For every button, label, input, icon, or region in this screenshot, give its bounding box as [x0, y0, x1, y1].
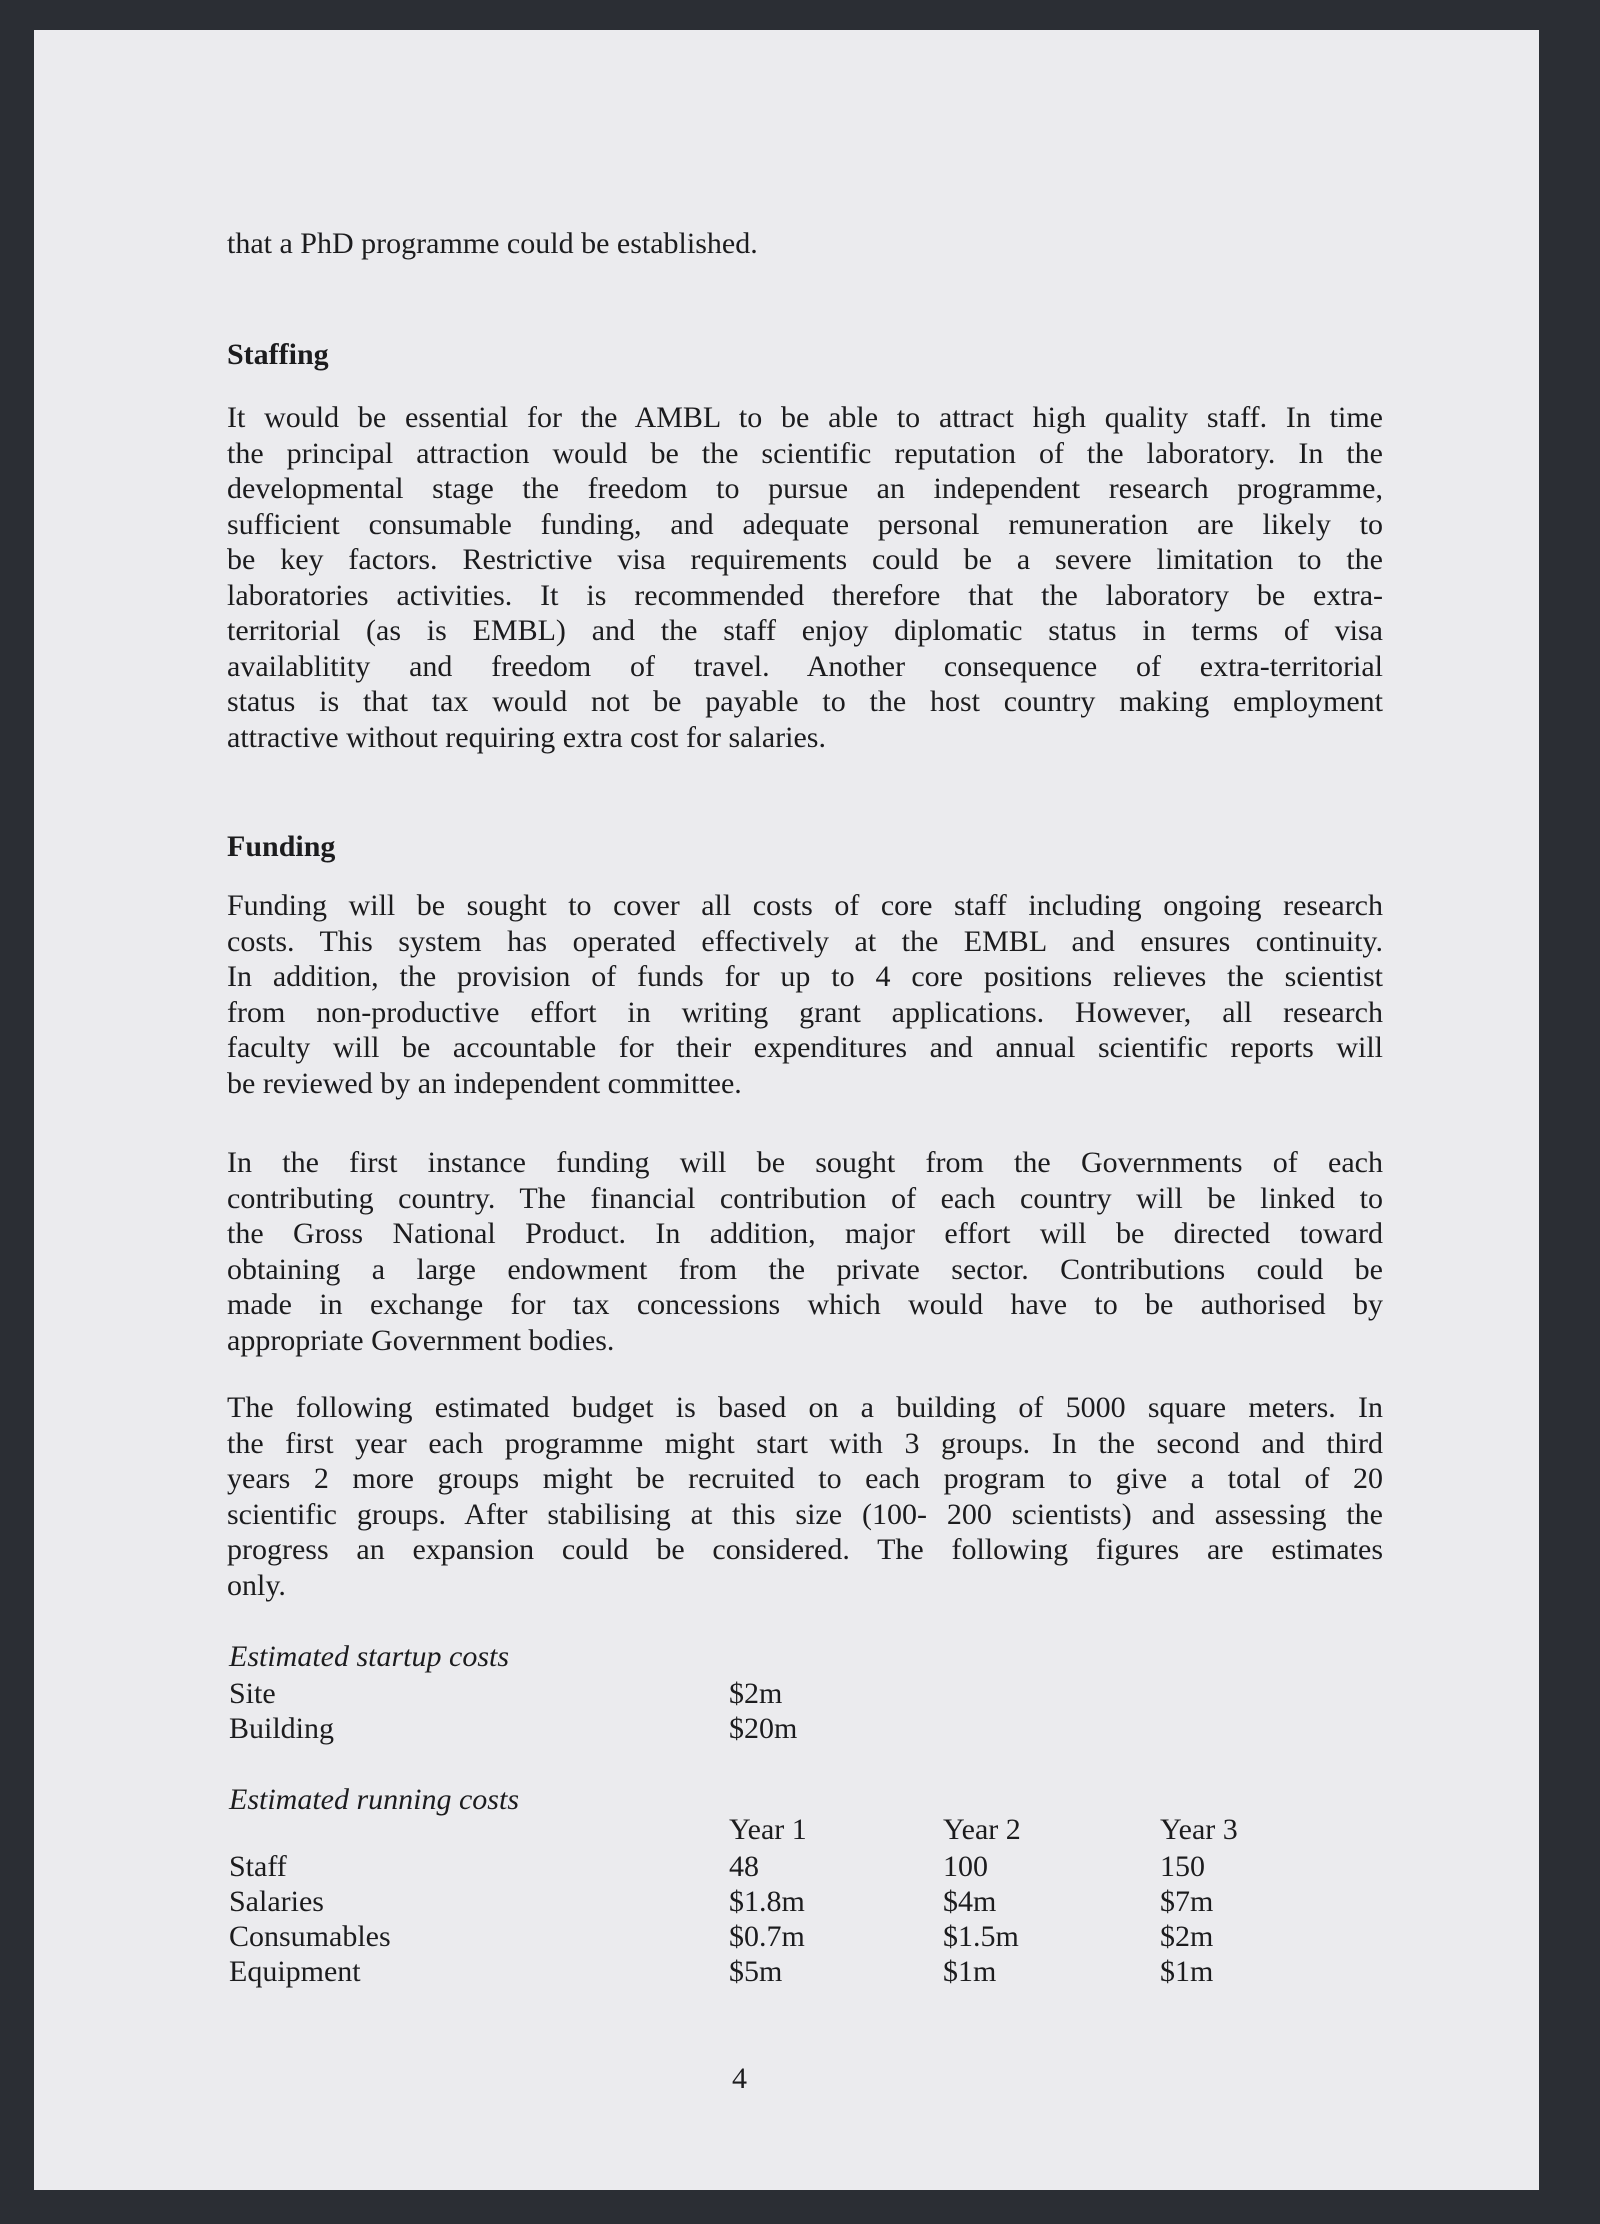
- column-header: Year 3: [1160, 1813, 1238, 1846]
- row-value: 100: [943, 1850, 988, 1883]
- row-value: $5m: [729, 1955, 783, 1988]
- text-line: scientific groups. After stabilising at this size (100- 200 scientists) and assessing the: [227, 1497, 1383, 1531]
- text-line: territorial (as is EMBL) and the staff enjoy diplomatic status in terms of visa: [227, 614, 1383, 647]
- text-line: progress an expansion could be considered. The following figures are estimates: [227, 1533, 1383, 1566]
- startup-costs-title: Estimated startup costs: [229, 1640, 510, 1673]
- text-line: status is that tax would not be payable to the host country making employment: [227, 685, 1383, 718]
- text-line: sufficient consumable funding, and adequate personal remuneration are likely to: [227, 507, 1383, 541]
- text-line: only.: [227, 1568, 286, 1602]
- row-value: $0.7m: [729, 1920, 805, 1953]
- row-value: $2m: [1160, 1920, 1214, 1953]
- row-label: Salaries: [229, 1885, 324, 1918]
- text-line: It would be essential for the AMBL to be able to attract high quality staff. In time: [227, 401, 1383, 434]
- text-line: In the first instance funding will be sought from the Governments of each: [227, 1146, 1383, 1179]
- row-value: 150: [1160, 1850, 1205, 1883]
- funding-paragraph-2: [227, 1145, 1383, 1358]
- text-line: appropriate Government bodies.: [227, 1323, 615, 1357]
- text-line: The following estimated budget is based on a building of 5000 square meters. In: [227, 1391, 1383, 1424]
- column-header: Year 2: [943, 1813, 1021, 1846]
- text-line: be key factors. Restrictive visa requirements could be a severe limitation to the: [227, 543, 1383, 576]
- row-label: Staff: [229, 1850, 287, 1883]
- row-label: Building: [229, 1712, 335, 1745]
- row-label: Equipment: [229, 1955, 361, 1988]
- text-line: years 2 more groups might be recruited to each program to give a total of 20: [227, 1462, 1383, 1495]
- row-value: $1m: [943, 1955, 997, 1988]
- text-line: made in exchange for tax concessions which would have to be authorised by: [227, 1288, 1383, 1321]
- text-line: the principal attraction would be the scientific reputation of the laboratory. In the: [227, 436, 1383, 470]
- text-line: be reviewed by an independent committee.: [227, 1066, 742, 1100]
- row-value: $7m: [1160, 1885, 1214, 1918]
- row-value: $1m: [1160, 1955, 1214, 1988]
- text-line: laboratories activities. It is recommended therefore that the laboratory be extra-: [227, 578, 1383, 612]
- text-line: obtaining a large endowment from the private sector. Contributions could be: [227, 1252, 1383, 1286]
- row-label: Site: [229, 1677, 276, 1710]
- funding-paragraph-1: [227, 888, 1383, 1101]
- row-label: Consumables: [229, 1920, 391, 1953]
- staffing-heading: Staffing: [227, 338, 329, 371]
- row-value: $20m: [729, 1712, 798, 1745]
- text-line: costs. This system has operated effectively at the EMBL and ensures continuity.: [227, 924, 1383, 958]
- text-line: Funding will be sought to cover all costs of core staff including ongoing research: [227, 889, 1383, 922]
- intro-line: that a PhD programme could be established.: [227, 227, 758, 260]
- text-line: In addition, the provision of funds for up to 4 core positions relieves the scientist: [227, 960, 1383, 993]
- text-line: faculty will be accountable for their expenditures and annual scientific reports will: [227, 1031, 1383, 1064]
- column-header: Year 1: [729, 1813, 807, 1846]
- staffing-paragraph: [227, 400, 1383, 755]
- running-costs-title: Estimated running costs: [229, 1783, 519, 1816]
- row-value: $4m: [943, 1885, 997, 1918]
- text-line: developmental stage the freedom to pursue an independent research programme,: [227, 472, 1383, 505]
- text-line: availablitity and freedom of travel. Another consequence of extra-territorial: [227, 649, 1383, 683]
- row-value: $2m: [729, 1677, 783, 1710]
- text-line: the first year each programme might start with 3 groups. In the second and third: [227, 1426, 1383, 1460]
- text-line: from non-productive effort in writing grant applications. However, all research: [227, 995, 1383, 1029]
- page-number: 4: [732, 2062, 747, 2095]
- text-line: attractive without requiring extra cost for salaries.: [227, 720, 826, 754]
- text-line: contributing country. The financial contribution of each country will be linked to: [227, 1181, 1383, 1215]
- funding-heading: Funding: [227, 830, 336, 863]
- row-value: 48: [729, 1850, 759, 1883]
- row-value: $1.5m: [943, 1920, 1019, 1953]
- funding-paragraph-3: [227, 1390, 1383, 1603]
- row-value: $1.8m: [729, 1885, 805, 1918]
- text-line: the Gross National Product. In addition, major effort will be directed toward: [227, 1217, 1383, 1250]
